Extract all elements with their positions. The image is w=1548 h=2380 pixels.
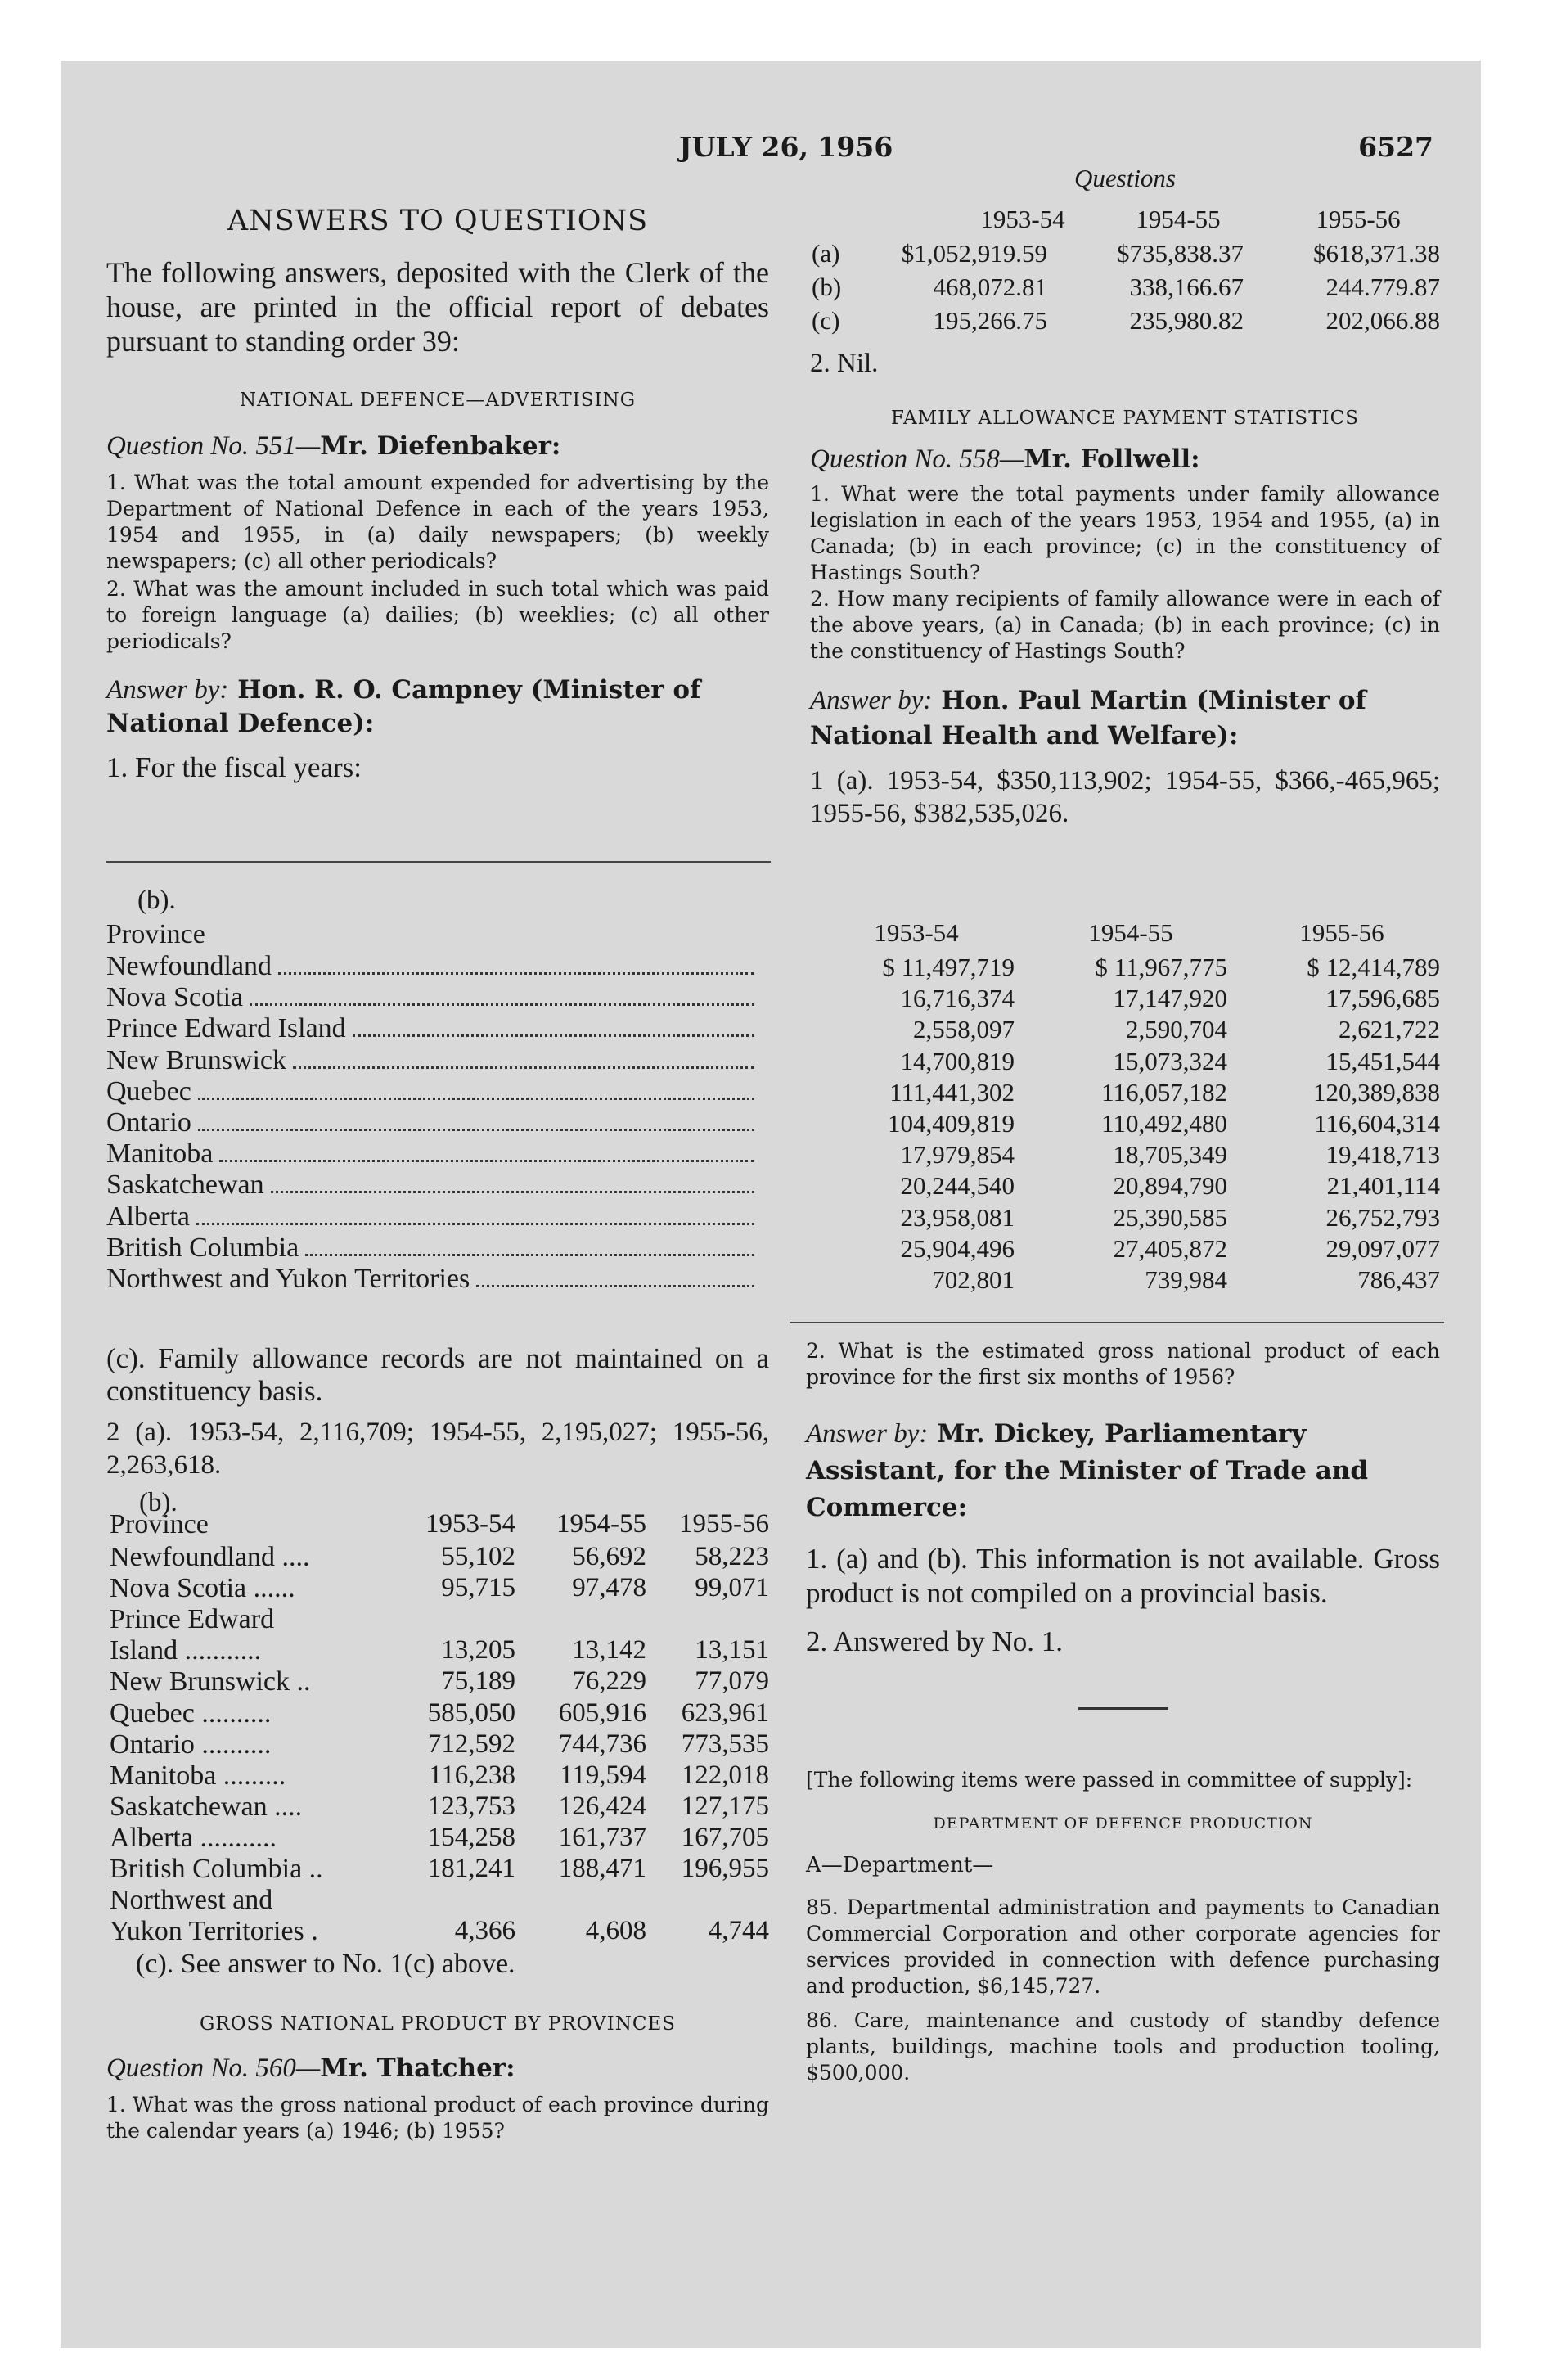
question-560-part-2: 2. What is the estimated gross national product of each province for the first six months of 1956? <box>806 1339 1440 1389</box>
cell-value: 116,057,182 <box>1101 1077 1227 1107</box>
questions-label: Questions <box>1074 164 1176 192</box>
cell-value: 29,097,077 <box>1325 1233 1440 1263</box>
cell-value: 167,705 <box>681 1822 769 1852</box>
cell-value: 161,737 <box>558 1822 646 1852</box>
leader-dots <box>353 1034 754 1037</box>
province-name: Nova Scotia <box>106 982 244 1013</box>
year-header: 1954-55 <box>1136 205 1221 233</box>
leader-dots <box>196 1223 754 1225</box>
cell-value: $ 11,497,719 <box>882 953 1015 981</box>
divider <box>106 861 771 863</box>
cell-value: 17,147,920 <box>1113 984 1227 1013</box>
year-header: 1955-56 <box>1316 205 1401 233</box>
leader-dots <box>271 1191 754 1193</box>
page-number: 6527 <box>1358 131 1433 163</box>
leader-dots <box>278 972 754 975</box>
answer-560-part-2: 2. Answered by No. 1. <box>806 1625 1063 1657</box>
cell-value: 702,801 <box>932 1265 1015 1294</box>
answer-label: Answer by: <box>106 675 229 705</box>
table-year-header: 1955-56 <box>1299 918 1384 947</box>
question-560-heading <box>106 2051 769 2084</box>
cell-value: 786,437 <box>1357 1265 1440 1294</box>
cell-value: 76,229 <box>572 1666 646 1697</box>
cell-value: 13,142 <box>572 1635 646 1666</box>
leader-dots <box>305 1254 754 1256</box>
cell-value: 235,980.82 <box>1129 306 1244 335</box>
question-558-part-2: 2. How many recipients of family allowance were in each of the above years, (a) in Canada; (b) in each province; (c) in the constituency of Hastings South? <box>810 587 1440 663</box>
table-row <box>106 1107 761 1138</box>
cell-value: 2,621,722 <box>1339 1015 1440 1044</box>
cell-value: 16,716,374 <box>900 984 1015 1013</box>
answer-560-part-1: 1. (a) and (b). This information is not available. Gross product is not compiled on a provincial basis. <box>806 1543 1440 1609</box>
cell-value: 338,166.67 <box>1129 273 1244 301</box>
cell-value: 712,592 <box>427 1729 515 1759</box>
answer-label: Answer by: <box>806 1419 929 1449</box>
province-name: Prince Edward Island <box>106 1013 346 1044</box>
leader-dots <box>250 1003 754 1006</box>
recipients-header-province: Province <box>110 1509 209 1539</box>
cell-value: 605,916 <box>558 1697 646 1728</box>
cell-value: 56,692 <box>572 1542 646 1571</box>
cell-value: 154,258 <box>427 1822 515 1852</box>
cell-value: 116,604,314 <box>1314 1109 1440 1138</box>
right-bottom-column <box>806 1338 1440 2086</box>
cell-value: 623,961 <box>681 1697 769 1728</box>
answerer: Hon. R. O. Campney (Minister of National Defence): <box>106 675 701 738</box>
table-province-header: Province <box>106 919 205 949</box>
table-row: New Brunswick .. <box>110 1666 311 1697</box>
subsection-family-allowance: FAMILY ALLOWANCE PAYMENT STATISTICS <box>891 408 1359 429</box>
province-name: Quebec <box>106 1075 191 1107</box>
cell-value: 75,189 <box>441 1666 515 1697</box>
cell-value: 15,451,544 <box>1325 1046 1440 1075</box>
cell-value: 127,175 <box>681 1791 769 1821</box>
table-row: Prince Edward <box>110 1604 275 1635</box>
cell-value: 122,018 <box>681 1760 769 1790</box>
cell-value: 2,590,704 <box>1126 1015 1227 1044</box>
province-name: Ontario <box>106 1107 191 1138</box>
table-row <box>106 1233 761 1264</box>
row-label: (b) <box>812 273 842 301</box>
cell-value: 104,409,819 <box>888 1109 1015 1138</box>
leader-dots <box>219 1160 754 1162</box>
page-date: JULY 26, 1956 <box>679 131 893 163</box>
table-row <box>106 1170 761 1201</box>
row-label: (a) <box>812 239 840 268</box>
item-86: 86. Care, maintenance and custody of standby defence plants, buildings, machine tools and production tooling, $500,000. <box>806 2008 1440 2085</box>
table-row: Alberta ........... <box>110 1822 277 1853</box>
table-row <box>106 982 761 1013</box>
answer-c-see: (c). See answer to No. 1(c) above. <box>136 1949 515 1979</box>
cell-value: 20,244,540 <box>900 1171 1015 1201</box>
table-row: Manitoba ......... <box>110 1760 286 1791</box>
subdepartment-heading: A—Department— <box>806 1853 994 1877</box>
province-name: New Brunswick <box>106 1044 287 1075</box>
cell-value: 4,744 <box>708 1916 769 1946</box>
answer-nil: 2. Nil. <box>810 349 879 378</box>
table-row <box>106 951 761 982</box>
table-row <box>106 1138 761 1170</box>
year-header: 1953-54 <box>980 205 1065 233</box>
table-row: Ontario .......... <box>110 1729 272 1760</box>
cell-value: 26,752,793 <box>1325 1202 1440 1232</box>
answerer: Hon. Paul Martin (Minister of National Health and Welfare): <box>810 686 1366 751</box>
question-558-heading <box>810 442 1440 475</box>
question-558-part-1: 1. What were the total payments under family allowance legislation in each of the years 1953, 1954 and 1955, (a) in Canada; (b) in each province; (c) in the constituency of Hastings South? <box>810 482 1440 584</box>
cell-value: 17,596,685 <box>1325 984 1440 1013</box>
cell-value: 18,705,349 <box>1113 1140 1227 1170</box>
table-row: Quebec .......... <box>110 1697 272 1729</box>
province-name: Saskatchewan <box>106 1170 264 1201</box>
table-row <box>106 1201 761 1233</box>
cell-value: 123,753 <box>427 1791 515 1821</box>
divider <box>790 1322 1444 1323</box>
answer-551-heading <box>106 673 769 740</box>
table-row <box>106 1076 761 1107</box>
question-asker: Mr. Thatcher: <box>320 2053 515 2083</box>
cell-value: 58,223 <box>695 1542 769 1571</box>
leader-dots <box>198 1129 754 1131</box>
cell-value: 19,418,713 <box>1325 1140 1440 1170</box>
recipients-header-year: 1955-56 <box>679 1509 769 1539</box>
cell-value: 244.779.87 <box>1325 273 1440 301</box>
question-551-heading <box>106 429 769 462</box>
question-asker: Mr. Diefenbaker: <box>320 431 561 461</box>
table-row: British Columbia .. <box>110 1854 323 1884</box>
cell-value: 97,478 <box>572 1573 646 1603</box>
cell-value: 739,984 <box>1145 1265 1227 1294</box>
province-name: Northwest and Yukon Territories <box>106 1264 470 1294</box>
table-year-header: 1954-55 <box>1088 918 1173 947</box>
cell-value: 27,405,872 <box>1113 1233 1227 1263</box>
cell-value: 110,492,480 <box>1101 1109 1227 1138</box>
cell-value: 116,238 <box>428 1760 515 1790</box>
cell-value: 25,904,496 <box>900 1233 1015 1263</box>
recipients-header-year: 1953-54 <box>425 1509 515 1539</box>
subsection-advertising: NATIONAL DEFENCE—ADVERTISING <box>239 390 637 411</box>
cell-value: 13,205 <box>441 1635 515 1666</box>
answerer: Mr. Dickey, Parliamentary Assistant, for the Minister of Trade and Commerce: <box>806 1419 1369 1522</box>
table-row <box>106 1013 761 1044</box>
cell-value: 14,700,819 <box>900 1046 1015 1075</box>
cell-value: 181,241 <box>427 1854 515 1883</box>
section-title: ANSWERS TO QUESTIONS <box>227 205 649 237</box>
table-row: Nova Scotia ...... <box>110 1573 295 1604</box>
table-row: Yukon Territories . <box>110 1916 318 1947</box>
recipients-header-year: 1954-55 <box>556 1509 646 1539</box>
leader-dots <box>476 1285 754 1287</box>
table2-b-label: (b). <box>139 1488 178 1517</box>
cell-value: 120,389,838 <box>1313 1077 1440 1107</box>
cell-value: 196,955 <box>681 1854 769 1883</box>
cell-value: $ 12,414,789 <box>1307 953 1440 981</box>
cell-value: 4,608 <box>585 1916 646 1946</box>
table-row: Northwest and <box>110 1885 273 1916</box>
table-row: Saskatchewan .... <box>110 1791 303 1822</box>
cell-value: 195,266.75 <box>933 306 1047 335</box>
leader-dots <box>198 1098 754 1100</box>
cell-value: 2,558,097 <box>913 1015 1015 1044</box>
right-top-text <box>810 347 1440 830</box>
province-name: Alberta <box>106 1201 190 1232</box>
cell-value: $735,838.37 <box>1117 239 1244 268</box>
question-551-part-2: 2. What was the amount included in such total which was paid to foreign language (a) dailies; (b) weeklies; (c) all other periodicals? <box>106 577 769 653</box>
leader-dots <box>293 1066 754 1069</box>
cell-value: 25,390,585 <box>1113 1202 1227 1232</box>
answer-558-part-1: 1 (a). 1953-54, $350,113,902; 1954-55, $366,-465,965; 1955-56, $382,535,026. <box>810 766 1440 828</box>
left-bottom-tail <box>106 1948 769 2144</box>
question-asker: Mr. Follwell: <box>1024 444 1200 474</box>
cell-value: 15,073,324 <box>1113 1046 1227 1075</box>
cell-value: 111,441,302 <box>889 1077 1015 1107</box>
subsection-gnp: GROSS NATIONAL PRODUCT BY PROVINCES <box>200 2013 676 2035</box>
item-85: 85. Departmental administration and payments to Canadian Commercial Corporation and other corporate agencies for services provided in connection with defence purchasing and production, $6,145,727. <box>806 1895 1440 1998</box>
answer-c-text: (c). Family allowance records are not maintained on a constituency basis. <box>106 1342 769 1407</box>
answer-2a-text: 2 (a). 1953-54, 2,116,709; 1954-55, 2,195,027; 1955-56, 2,263,618. <box>106 1418 769 1480</box>
table-row: Newfoundland .... <box>110 1542 310 1572</box>
table-row: Island ........... <box>110 1635 262 1666</box>
answer-558-heading <box>810 683 1440 753</box>
cell-value: $1,052,919.59 <box>901 239 1047 268</box>
question-560-part-1: 1. What was the gross national product of each province during the calendar years (a) 1946; (b) 1955? <box>106 2093 769 2143</box>
table-row <box>106 1264 761 1295</box>
answer-560-heading <box>806 1415 1440 1526</box>
cell-value: $618,371.38 <box>1313 239 1440 268</box>
cell-value: 23,958,081 <box>900 1202 1015 1232</box>
cell-value: 126,424 <box>558 1791 646 1821</box>
answer-label: Answer by: <box>810 686 933 715</box>
cell-value: 202,066.88 <box>1325 306 1440 335</box>
table-row <box>106 1045 761 1076</box>
province-name: Manitoba <box>106 1138 214 1170</box>
short-divider <box>1078 1707 1168 1710</box>
cell-value: 17,979,854 <box>900 1140 1015 1170</box>
intro-text: The following answers, deposited with the Clerk of the house, are printed in the official report of debates pursuant to standing order 39: <box>106 256 769 358</box>
department-heading: DEPARTMENT OF DEFENCE PRODUCTION <box>933 1814 1313 1832</box>
cell-value: 55,102 <box>441 1542 515 1571</box>
question-label: Question No. 551— <box>106 431 321 461</box>
row-label: (c) <box>812 306 840 335</box>
cell-value: 99,071 <box>695 1573 769 1603</box>
cell-value: 585,050 <box>427 1697 515 1728</box>
cell-value: $ 11,967,775 <box>1095 953 1227 981</box>
cell-value: 21,401,114 <box>1326 1171 1440 1201</box>
cell-value: 13,151 <box>695 1635 769 1666</box>
committee-note: [The following items were passed in committee of supply]: <box>806 1768 1413 1792</box>
cell-value: 95,715 <box>441 1573 515 1603</box>
table-b-label: (b). <box>137 886 176 915</box>
answer-551-part-1: 1. For the fiscal years: <box>106 751 362 783</box>
cell-value: 77,079 <box>695 1666 769 1697</box>
table-year-header: 1953-54 <box>874 918 959 947</box>
left-top-column <box>106 205 769 784</box>
question-label: Question No. 558— <box>810 444 1024 474</box>
question-551-part-1: 1. What was the total amount expended for advertising by the Department of National Defence in each of the years 1953, 1954 and 1955, in (a) daily newspapers; (b) weekly newspapers; (c) all other periodicals? <box>106 471 769 573</box>
cell-value: 744,736 <box>558 1729 646 1759</box>
left-bottom-column <box>106 1342 769 1519</box>
cell-value: 119,594 <box>559 1760 646 1790</box>
cell-value: 4,366 <box>454 1916 515 1946</box>
right-top-column <box>810 164 1440 193</box>
province-name: British Columbia <box>106 1232 299 1263</box>
question-label: Question No. 560— <box>106 2053 321 2083</box>
cell-value: 188,471 <box>558 1854 646 1883</box>
cell-value: 468,072.81 <box>933 273 1047 301</box>
cell-value: 20,894,790 <box>1113 1171 1227 1201</box>
province-name: Newfoundland <box>106 951 272 981</box>
cell-value: 773,535 <box>681 1729 769 1759</box>
